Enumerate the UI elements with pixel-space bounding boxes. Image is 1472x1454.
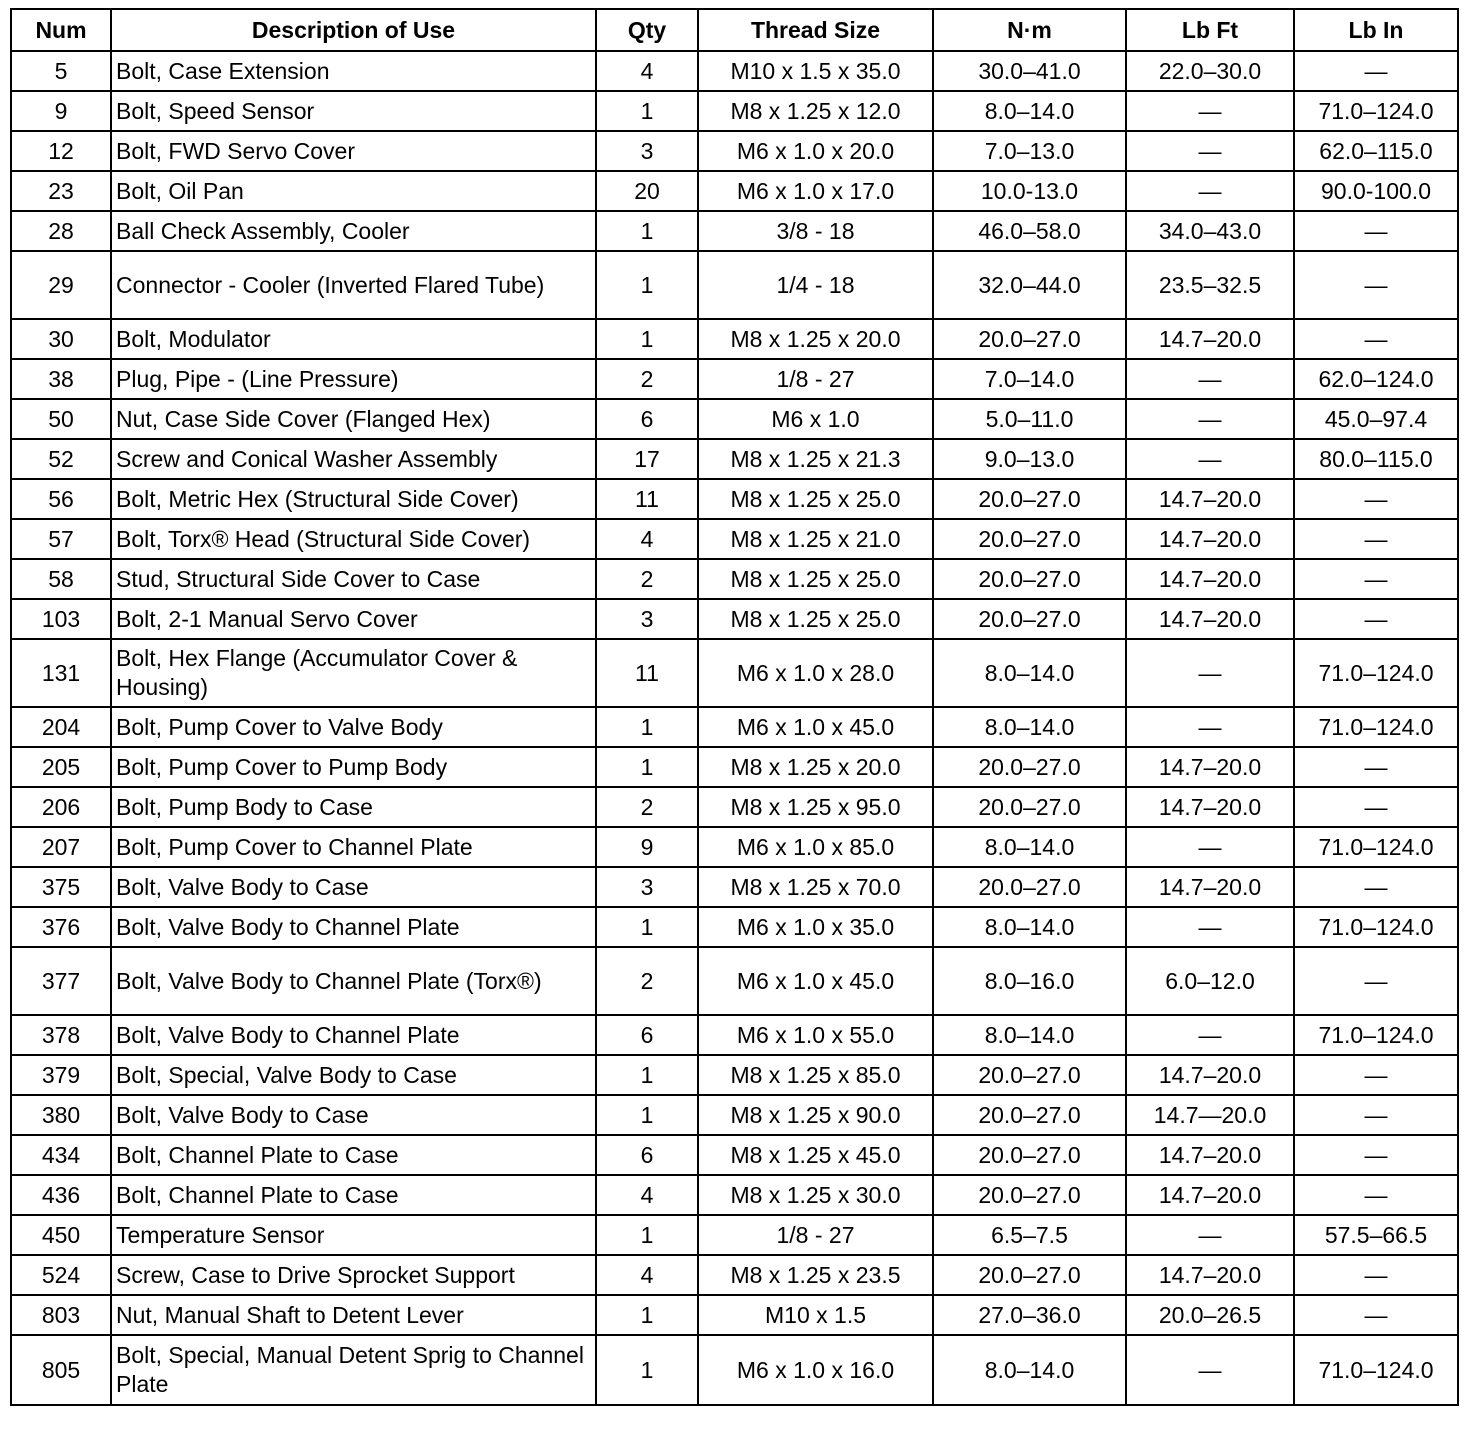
cell-lb-ft: —: [1126, 1015, 1294, 1055]
cell-lb-in: —: [1294, 599, 1458, 639]
cell-thread-size: M6 x 1.0 x 35.0: [698, 907, 933, 947]
cell-qty: 3: [596, 867, 698, 907]
cell-lb-ft: 14.7–20.0: [1126, 867, 1294, 907]
cell-thread-size: M8 x 1.25 x 70.0: [698, 867, 933, 907]
cell-qty: 4: [596, 1175, 698, 1215]
cell-thread-size: M6 x 1.0 x 17.0: [698, 171, 933, 211]
cell-num: 9: [11, 91, 111, 131]
cell-description: Bolt, Channel Plate to Case: [111, 1135, 596, 1175]
cell-num: 803: [11, 1295, 111, 1335]
cell-description: Bolt, Valve Body to Channel Plate: [111, 1015, 596, 1055]
cell-num: 5: [11, 51, 111, 91]
cell-qty: 1: [596, 91, 698, 131]
table-row: [11, 827, 1458, 867]
cell-num: 376: [11, 907, 111, 947]
cell-num: 12: [11, 131, 111, 171]
cell-nm: 6.5–7.5: [933, 1215, 1126, 1255]
cell-lb-in: —: [1294, 867, 1458, 907]
cell-description: Bolt, Special, Manual Detent Sprig to Channel Plate: [111, 1335, 596, 1405]
cell-thread-size: M6 x 1.0: [698, 399, 933, 439]
cell-description: Plug, Pipe - (Line Pressure): [111, 359, 596, 399]
cell-thread-size: M8 x 1.25 x 95.0: [698, 787, 933, 827]
cell-lb-ft: 14.7–20.0: [1126, 1055, 1294, 1095]
header-thread-size: Thread Size: [698, 9, 933, 51]
fastener-torque-table: [10, 8, 1459, 1406]
cell-nm: 20.0–27.0: [933, 1255, 1126, 1295]
cell-description: Nut, Case Side Cover (Flanged Hex): [111, 399, 596, 439]
table-row: [11, 787, 1458, 827]
cell-lb-in: —: [1294, 747, 1458, 787]
cell-nm: 7.0–14.0: [933, 359, 1126, 399]
cell-thread-size: M8 x 1.25 x 23.5: [698, 1255, 933, 1295]
cell-lb-ft: 34.0–43.0: [1126, 211, 1294, 251]
cell-lb-ft: 14.7–20.0: [1126, 559, 1294, 599]
table-row: [11, 211, 1458, 251]
cell-nm: 8.0–14.0: [933, 1335, 1126, 1405]
cell-qty: 2: [596, 559, 698, 599]
cell-num: 378: [11, 1015, 111, 1055]
cell-qty: 2: [596, 359, 698, 399]
cell-qty: 20: [596, 171, 698, 211]
cell-qty: 4: [596, 1255, 698, 1295]
cell-thread-size: M10 x 1.5 x 35.0: [698, 51, 933, 91]
cell-nm: 7.0–13.0: [933, 131, 1126, 171]
table-row: [11, 1175, 1458, 1215]
cell-lb-ft: 14.7–20.0: [1126, 747, 1294, 787]
cell-thread-size: M8 x 1.25 x 20.0: [698, 747, 933, 787]
cell-description: Bolt, Torx® Head (Structural Side Cover): [111, 519, 596, 559]
cell-nm: 8.0–16.0: [933, 947, 1126, 1015]
cell-thread-size: M8 x 1.25 x 25.0: [698, 559, 933, 599]
table-row: [11, 359, 1458, 399]
table-header: [11, 9, 1458, 51]
cell-nm: 20.0–27.0: [933, 1175, 1126, 1215]
cell-num: 50: [11, 399, 111, 439]
cell-description: Bolt, 2-1 Manual Servo Cover: [111, 599, 596, 639]
cell-lb-in: —: [1294, 319, 1458, 359]
cell-nm: 20.0–27.0: [933, 599, 1126, 639]
cell-nm: 46.0–58.0: [933, 211, 1126, 251]
cell-nm: 20.0–27.0: [933, 479, 1126, 519]
cell-lb-in: 71.0–124.0: [1294, 91, 1458, 131]
table-row: [11, 51, 1458, 91]
cell-description: Bolt, Modulator: [111, 319, 596, 359]
cell-qty: 6: [596, 399, 698, 439]
table-row: [11, 747, 1458, 787]
cell-num: 206: [11, 787, 111, 827]
cell-lb-in: 71.0–124.0: [1294, 907, 1458, 947]
cell-thread-size: M6 x 1.0 x 16.0: [698, 1335, 933, 1405]
cell-num: 58: [11, 559, 111, 599]
cell-description: Bolt, Valve Body to Channel Plate: [111, 907, 596, 947]
cell-lb-ft: —: [1126, 91, 1294, 131]
cell-thread-size: 1/8 - 27: [698, 1215, 933, 1255]
cell-qty: 3: [596, 131, 698, 171]
cell-num: 204: [11, 707, 111, 747]
cell-qty: 1: [596, 1095, 698, 1135]
cell-thread-size: M6 x 1.0 x 45.0: [698, 707, 933, 747]
cell-lb-ft: —: [1126, 171, 1294, 211]
table-row: [11, 1135, 1458, 1175]
cell-lb-ft: 14.7–20.0: [1126, 519, 1294, 559]
cell-num: 29: [11, 251, 111, 319]
cell-nm: 8.0–14.0: [933, 907, 1126, 947]
cell-nm: 20.0–27.0: [933, 1055, 1126, 1095]
cell-nm: 20.0–27.0: [933, 747, 1126, 787]
cell-qty: 1: [596, 251, 698, 319]
cell-lb-in: 71.0–124.0: [1294, 639, 1458, 707]
cell-lb-in: —: [1294, 1295, 1458, 1335]
cell-lb-in: —: [1294, 1175, 1458, 1215]
table-row: [11, 1215, 1458, 1255]
cell-description: Ball Check Assembly, Cooler: [111, 211, 596, 251]
cell-qty: 6: [596, 1015, 698, 1055]
cell-num: 805: [11, 1335, 111, 1405]
cell-lb-in: 57.5–66.5: [1294, 1215, 1458, 1255]
cell-num: 131: [11, 639, 111, 707]
cell-nm: 20.0–27.0: [933, 559, 1126, 599]
cell-thread-size: M6 x 1.0 x 45.0: [698, 947, 933, 1015]
cell-thread-size: 1/4 - 18: [698, 251, 933, 319]
table-row: [11, 439, 1458, 479]
cell-nm: 20.0–27.0: [933, 787, 1126, 827]
cell-qty: 11: [596, 639, 698, 707]
header-row: [11, 9, 1458, 51]
table-row: [11, 639, 1458, 707]
cell-qty: 3: [596, 599, 698, 639]
cell-num: 380: [11, 1095, 111, 1135]
table-row: [11, 1335, 1458, 1405]
cell-description: Bolt, Oil Pan: [111, 171, 596, 211]
cell-lb-in: 71.0–124.0: [1294, 827, 1458, 867]
cell-num: 379: [11, 1055, 111, 1095]
cell-num: 57: [11, 519, 111, 559]
cell-qty: 1: [596, 747, 698, 787]
cell-lb-ft: —: [1126, 1335, 1294, 1405]
cell-num: 28: [11, 211, 111, 251]
table-row: [11, 91, 1458, 131]
cell-lb-ft: 14.7–20.0: [1126, 319, 1294, 359]
cell-lb-in: —: [1294, 1095, 1458, 1135]
table-row: [11, 131, 1458, 171]
cell-lb-in: —: [1294, 947, 1458, 1015]
cell-lb-ft: 22.0–30.0: [1126, 51, 1294, 91]
table-row: [11, 907, 1458, 947]
header-description: Description of Use: [111, 9, 596, 51]
table-row: [11, 319, 1458, 359]
cell-lb-ft: —: [1126, 827, 1294, 867]
table-row: [11, 1055, 1458, 1095]
table-row: [11, 559, 1458, 599]
cell-lb-in: —: [1294, 251, 1458, 319]
cell-qty: 1: [596, 319, 698, 359]
cell-nm: 32.0–44.0: [933, 251, 1126, 319]
table-row: [11, 479, 1458, 519]
cell-description: Bolt, Case Extension: [111, 51, 596, 91]
header-qty: Qty: [596, 9, 698, 51]
cell-qty: 4: [596, 519, 698, 559]
cell-lb-in: 71.0–124.0: [1294, 1015, 1458, 1055]
cell-lb-in: 71.0–124.0: [1294, 1335, 1458, 1405]
cell-thread-size: M8 x 1.25 x 12.0: [698, 91, 933, 131]
cell-description: Bolt, Valve Body to Case: [111, 1095, 596, 1135]
cell-lb-ft: 14.7–20.0: [1126, 479, 1294, 519]
cell-thread-size: M8 x 1.25 x 30.0: [698, 1175, 933, 1215]
cell-num: 38: [11, 359, 111, 399]
cell-lb-ft: 20.0–26.5: [1126, 1295, 1294, 1335]
table-row: [11, 1255, 1458, 1295]
cell-nm: 20.0–27.0: [933, 319, 1126, 359]
cell-nm: 27.0–36.0: [933, 1295, 1126, 1335]
cell-description: Bolt, Pump Body to Case: [111, 787, 596, 827]
header-lb-in: Lb In: [1294, 9, 1458, 51]
cell-num: 436: [11, 1175, 111, 1215]
cell-description: Screw, Case to Drive Sprocket Support: [111, 1255, 596, 1295]
cell-description: Bolt, Pump Cover to Channel Plate: [111, 827, 596, 867]
table-row: [11, 599, 1458, 639]
cell-description: Temperature Sensor: [111, 1215, 596, 1255]
cell-lb-in: —: [1294, 787, 1458, 827]
cell-thread-size: M8 x 1.25 x 21.0: [698, 519, 933, 559]
cell-lb-ft: —: [1126, 399, 1294, 439]
cell-num: 434: [11, 1135, 111, 1175]
cell-description: Bolt, Pump Cover to Pump Body: [111, 747, 596, 787]
cell-thread-size: M6 x 1.0 x 85.0: [698, 827, 933, 867]
cell-nm: 8.0–14.0: [933, 707, 1126, 747]
cell-qty: 4: [596, 51, 698, 91]
header-nm: N·m: [933, 9, 1126, 51]
cell-nm: 20.0–27.0: [933, 1135, 1126, 1175]
cell-thread-size: 1/8 - 27: [698, 359, 933, 399]
cell-nm: 8.0–14.0: [933, 1015, 1126, 1055]
cell-lb-ft: —: [1126, 639, 1294, 707]
cell-qty: 17: [596, 439, 698, 479]
cell-num: 450: [11, 1215, 111, 1255]
cell-num: 207: [11, 827, 111, 867]
cell-num: 56: [11, 479, 111, 519]
cell-nm: 8.0–14.0: [933, 91, 1126, 131]
cell-nm: 30.0–41.0: [933, 51, 1126, 91]
cell-description: Stud, Structural Side Cover to Case: [111, 559, 596, 599]
cell-num: 52: [11, 439, 111, 479]
cell-lb-in: —: [1294, 211, 1458, 251]
cell-lb-in: 45.0–97.4: [1294, 399, 1458, 439]
cell-lb-in: —: [1294, 1135, 1458, 1175]
cell-lb-in: 71.0–124.0: [1294, 707, 1458, 747]
table-row: [11, 1015, 1458, 1055]
cell-qty: 1: [596, 907, 698, 947]
cell-lb-ft: 14.7–20.0: [1126, 599, 1294, 639]
cell-num: 205: [11, 747, 111, 787]
table-row: [11, 519, 1458, 559]
cell-thread-size: M8 x 1.25 x 25.0: [698, 599, 933, 639]
cell-num: 375: [11, 867, 111, 907]
cell-lb-ft: 23.5–32.5: [1126, 251, 1294, 319]
cell-description: Nut, Manual Shaft to Detent Lever: [111, 1295, 596, 1335]
cell-nm: 8.0–14.0: [933, 639, 1126, 707]
cell-lb-ft: —: [1126, 707, 1294, 747]
cell-lb-in: 62.0–124.0: [1294, 359, 1458, 399]
cell-qty: 9: [596, 827, 698, 867]
cell-description: Bolt, Valve Body to Channel Plate (Torx®): [111, 947, 596, 1015]
cell-num: 377: [11, 947, 111, 1015]
cell-description: Bolt, Hex Flange (Accumulator Cover & Housing): [111, 639, 596, 707]
cell-description: Bolt, Special, Valve Body to Case: [111, 1055, 596, 1095]
cell-lb-ft: 14.7–20.0: [1126, 1255, 1294, 1295]
cell-lb-in: —: [1294, 1055, 1458, 1095]
cell-lb-ft: —: [1126, 1215, 1294, 1255]
cell-qty: 11: [596, 479, 698, 519]
cell-thread-size: M8 x 1.25 x 45.0: [698, 1135, 933, 1175]
cell-nm: 20.0–27.0: [933, 1095, 1126, 1135]
cell-lb-in: —: [1294, 1255, 1458, 1295]
table-row: [11, 707, 1458, 747]
cell-lb-in: —: [1294, 519, 1458, 559]
cell-description: Bolt, Valve Body to Case: [111, 867, 596, 907]
table-row: [11, 171, 1458, 211]
cell-description: Screw and Conical Washer Assembly: [111, 439, 596, 479]
cell-lb-in: —: [1294, 479, 1458, 519]
cell-qty: 6: [596, 1135, 698, 1175]
cell-qty: 1: [596, 1055, 698, 1095]
cell-thread-size: M6 x 1.0 x 28.0: [698, 639, 933, 707]
cell-nm: 5.0–11.0: [933, 399, 1126, 439]
cell-qty: 2: [596, 787, 698, 827]
cell-description: Bolt, Speed Sensor: [111, 91, 596, 131]
table-row: [11, 867, 1458, 907]
cell-thread-size: M8 x 1.25 x 25.0: [698, 479, 933, 519]
cell-lb-ft: 14.7–20.0: [1126, 1135, 1294, 1175]
cell-thread-size: M8 x 1.25 x 21.3: [698, 439, 933, 479]
cell-nm: 20.0–27.0: [933, 519, 1126, 559]
table-row: [11, 251, 1458, 319]
cell-thread-size: M8 x 1.25 x 85.0: [698, 1055, 933, 1095]
cell-lb-ft: —: [1126, 907, 1294, 947]
table-row: [11, 947, 1458, 1015]
cell-lb-in: 62.0–115.0: [1294, 131, 1458, 171]
cell-lb-ft: 14.7—20.0: [1126, 1095, 1294, 1135]
cell-lb-ft: 14.7–20.0: [1126, 1175, 1294, 1215]
table-row: [11, 399, 1458, 439]
cell-num: 103: [11, 599, 111, 639]
cell-nm: 9.0–13.0: [933, 439, 1126, 479]
table-body: [11, 51, 1458, 1405]
cell-nm: 20.0–27.0: [933, 867, 1126, 907]
cell-description: Bolt, Channel Plate to Case: [111, 1175, 596, 1215]
cell-lb-ft: —: [1126, 439, 1294, 479]
cell-lb-in: 90.0-100.0: [1294, 171, 1458, 211]
cell-thread-size: 3/8 - 18: [698, 211, 933, 251]
cell-thread-size: M6 x 1.0 x 20.0: [698, 131, 933, 171]
cell-qty: 1: [596, 1335, 698, 1405]
cell-nm: 8.0–14.0: [933, 827, 1126, 867]
cell-qty: 1: [596, 707, 698, 747]
cell-description: Bolt, Pump Cover to Valve Body: [111, 707, 596, 747]
cell-lb-ft: 6.0–12.0: [1126, 947, 1294, 1015]
cell-description: Bolt, Metric Hex (Structural Side Cover): [111, 479, 596, 519]
cell-lb-in: —: [1294, 559, 1458, 599]
cell-qty: 1: [596, 1215, 698, 1255]
cell-lb-ft: —: [1126, 131, 1294, 171]
header-lb-ft: Lb Ft: [1126, 9, 1294, 51]
cell-num: 524: [11, 1255, 111, 1295]
cell-lb-ft: 14.7–20.0: [1126, 787, 1294, 827]
cell-num: 23: [11, 171, 111, 211]
cell-thread-size: M6 x 1.0 x 55.0: [698, 1015, 933, 1055]
cell-lb-in: 80.0–115.0: [1294, 439, 1458, 479]
cell-thread-size: M8 x 1.25 x 20.0: [698, 319, 933, 359]
cell-qty: 1: [596, 211, 698, 251]
cell-lb-in: —: [1294, 51, 1458, 91]
header-num: Num: [11, 9, 111, 51]
cell-qty: 2: [596, 947, 698, 1015]
cell-thread-size: M10 x 1.5: [698, 1295, 933, 1335]
cell-lb-ft: —: [1126, 359, 1294, 399]
table-row: [11, 1295, 1458, 1335]
cell-thread-size: M8 x 1.25 x 90.0: [698, 1095, 933, 1135]
table-row: [11, 1095, 1458, 1135]
cell-description: Connector - Cooler (Inverted Flared Tube): [111, 251, 596, 319]
cell-qty: 1: [596, 1295, 698, 1335]
cell-num: 30: [11, 319, 111, 359]
cell-description: Bolt, FWD Servo Cover: [111, 131, 596, 171]
cell-nm: 10.0-13.0: [933, 171, 1126, 211]
